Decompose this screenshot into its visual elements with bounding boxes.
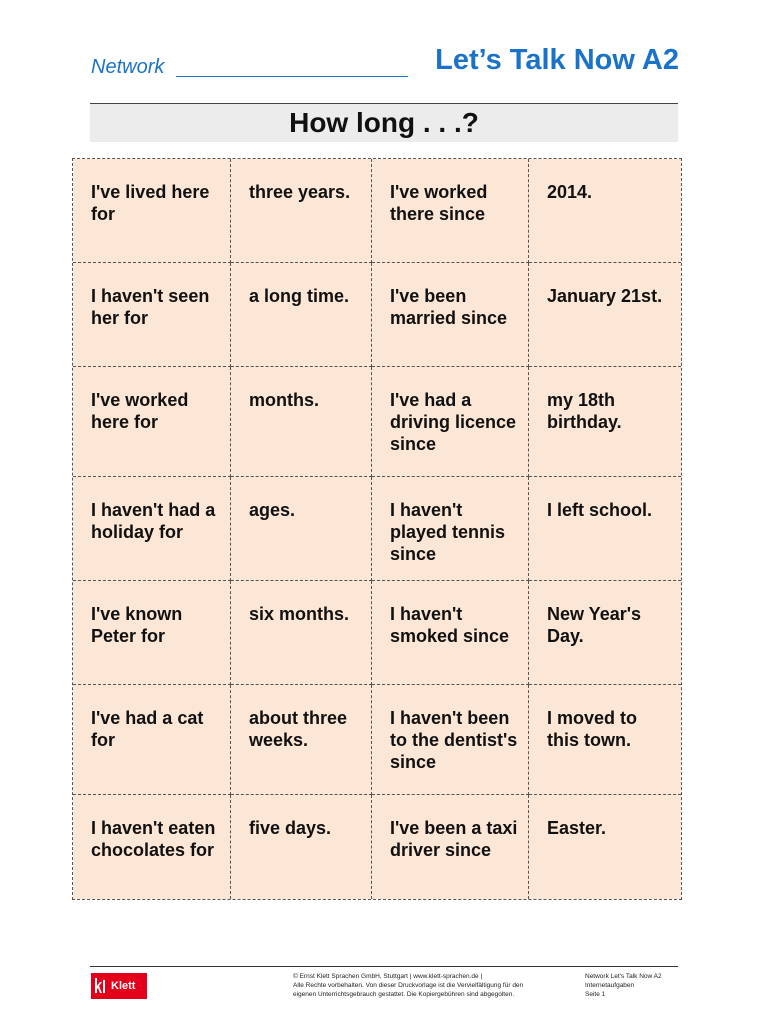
card-3-4: my 18th birthday.: [529, 367, 681, 477]
card-1-1: I've lived here for: [73, 159, 231, 263]
card-3-1: I've worked here for: [73, 367, 231, 477]
card-2-2: a long time.: [231, 263, 372, 367]
card-7-4: Easter.: [529, 795, 681, 899]
page-title: How long . . .?: [289, 107, 479, 138]
card-6-2: about three weeks.: [231, 685, 372, 795]
card-5-4: New Year's Day.: [529, 581, 681, 685]
card-6-3: I haven't been to the dentist's since: [372, 685, 529, 795]
card-2-3: I've been married since: [372, 263, 529, 367]
card-1-2: three years.: [231, 159, 372, 263]
card-7-3: I've been a taxi driver since: [372, 795, 529, 899]
card-3-3: I've had a driving licence since: [372, 367, 529, 477]
copyright-line: Alle Rechte vorbehalten. Von dieser Druckvorlage ist die Vervielfältigung für den: [293, 982, 524, 989]
copyright-line: eigenen Unterrichtsgebrauch gestattet. Die Kopiergebühren sind abgegolten.: [293, 991, 515, 998]
card-2-1: I haven't seen her for: [73, 263, 231, 367]
page-header: [91, 44, 679, 84]
meta-section: Internetaufgaben: [585, 982, 635, 989]
card-4-3: I haven't played tennis since: [372, 477, 529, 581]
copyright-line: © Ernst Klett Sprachen GmbH, Stuttgart | www.klett-sprachen.de |: [293, 973, 483, 980]
card-2-4: January 21st.: [529, 263, 681, 367]
klett-logo: [91, 973, 147, 999]
card-5-1: I've known Peter for: [73, 581, 231, 685]
card-5-3: I haven't smoked since: [372, 581, 529, 685]
name-blank-line: [176, 76, 408, 77]
card-1-3: I've worked there since: [372, 159, 529, 263]
copyright-notice: [293, 972, 563, 999]
title-bar: [90, 103, 678, 142]
card-4-2: ages.: [231, 477, 372, 581]
meta-page: Seite 1: [585, 991, 606, 998]
card-6-1: I've had a cat for: [73, 685, 231, 795]
card-grid: [72, 158, 682, 900]
card-4-4: I left school.: [529, 477, 681, 581]
book-title: Let’s Talk Now A2: [435, 44, 679, 76]
meta-book: Network Let's Talk Now A2: [585, 973, 662, 980]
card-3-2: months.: [231, 367, 372, 477]
card-4-1: I haven't had a holiday for: [73, 477, 231, 581]
footer-divider: [90, 966, 678, 967]
card-5-2: six months.: [231, 581, 372, 685]
page-meta: [585, 972, 685, 999]
series-name: Network: [91, 56, 165, 78]
card-1-4: 2014.: [529, 159, 681, 263]
card-7-1: I haven't eaten chocolates for: [73, 795, 231, 899]
card-7-2: five days.: [231, 795, 372, 899]
klett-mark-icon: [91, 973, 109, 999]
card-6-4: I moved to this town.: [529, 685, 681, 795]
klett-logo-text: Klett: [111, 980, 136, 992]
